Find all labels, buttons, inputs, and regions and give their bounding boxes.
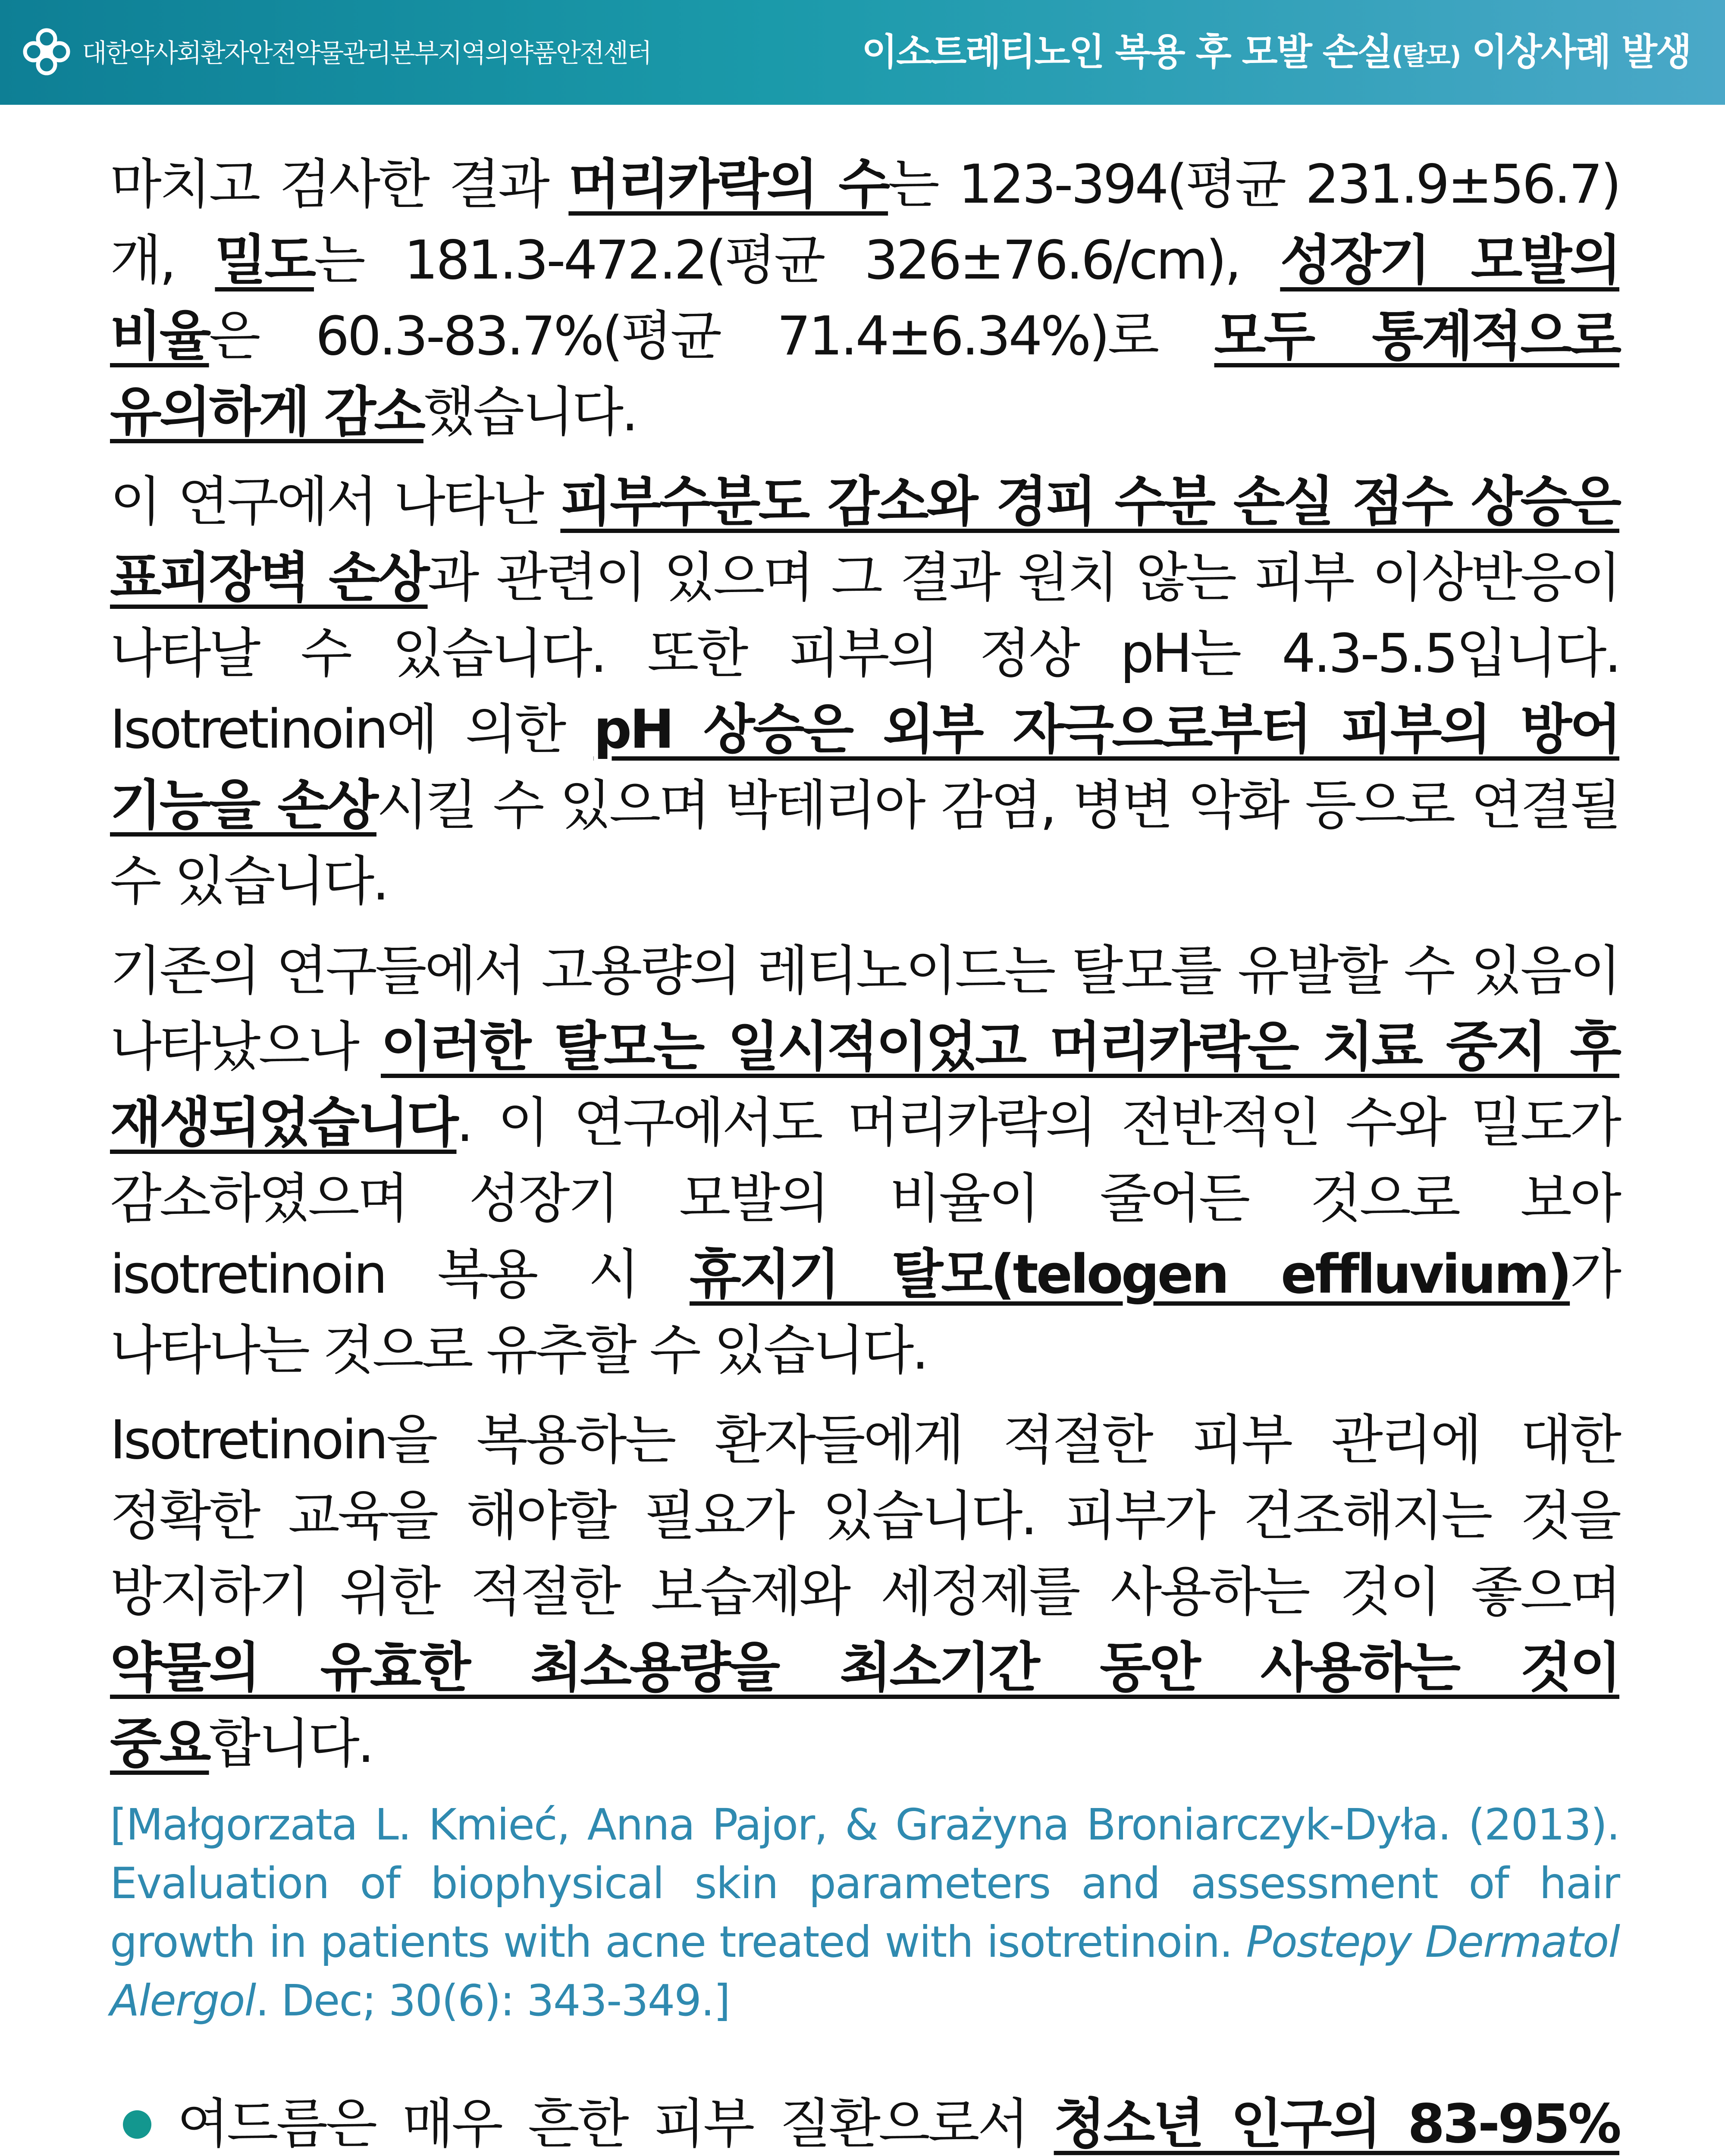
page-header [0,0,1725,105]
text: 기존의 연구들에서 고용량의 레티노이드는 탈모를 유발할 수 있음이 나타났으나 [110,940,1619,1078]
organization-name: 대한약사회환자안전약물관리본부지역의약품안전센터 [82,38,651,69]
text: 는 181.3-472.2(평균 326±76.6/cm), [314,229,1280,291]
text: 가 나타나는 것으로 유추할 수 있습니다. [110,1244,1619,1382]
text: 했습니다. [423,381,637,443]
title-main: 이소트레티노인 복용 후 모발 손실 [862,31,1392,74]
paragraph-hair-loss [110,933,1619,1388]
text: 과 관련이 있으며 그 결과 원치 않는 피부 이상반응이 나타날 수 있습니다. 또한 피부의 정상 pH는 4.3-5.5입니다. Isotretinoin에 의한 [110,547,1619,761]
title-parenthetical: (탈모) [1391,41,1460,71]
text: 여드름은 매우 흔한 피부 질환으로서 [177,2093,1054,2155]
title-end: 이상사례 발생 [1460,31,1690,74]
text: 는 123-394(평균 231.9±56.7)개, [110,154,1619,291]
teal-bullet-icon [123,2110,151,2139]
paragraph-acne-bullet [110,2086,1619,2156]
emphasis: 피부수분도 감소와 경피 수분 손실 점수 상승은 표피장벽 손상 [110,471,1619,609]
text: 합니다. [209,1713,373,1775]
text: 은 60.3-83.7%(평균 71.4±6.34%)로 [209,305,1214,367]
emphasis: 머리카락의 수 [568,154,888,216]
article-body [110,147,1619,2156]
text: 시킬 수 있으며 박테리아 감염, 병변 악화 등으로 연결될 수 있습니다. [110,774,1619,912]
citation [110,1796,1619,2030]
citation-text: [Małgorzata L. Kmieć, Anna Pajor, & Grażyna Broniarczyk-Dyła. (2013). Evaluation of biophysical skin parameters and assessment of hair growth in patients with acne treated with isotretinoin. [110,1799,1619,1967]
emphasis: 모두 통계적으로 유의하게 감소 [110,305,1619,443]
citation-journal: Postepy Dermatol Alergol [110,1917,1619,2026]
emphasis: pH 상승은 외부 자극으로부터 피부의 방어 기능을 손상 [110,699,1619,837]
emphasis: 밀도 [215,229,314,291]
emphasis: 청소년 인구의 83-95% [1054,2093,1620,2155]
text: Isotretinoin을 복용하는 환자들에게 적절한 피부 관리에 대한 정확한 교육을 해야할 필요가 있습니다. 피부가 건조해지는 것을 방지하기 위한 적절한 보습제와 세정제를 사용하는 것이 좋으며 [110,1409,1619,1623]
paragraph-results [110,147,1619,450]
pharmacy-association-logo-icon [21,26,72,78]
citation-text: . Dec; 30(6): 343-349.] [255,1975,730,2026]
text: . 이 연구에서도 머리카락의 전반적인 수와 밀도가 감소하였으며 성장기 모발의 비율이 줄어든 것으로 보아 isotretinoin 복용 시 [110,1092,1619,1306]
page-title [862,24,1690,80]
emphasis: 휴지기 탈모(telogen effluvium) [689,1244,1570,1306]
paragraph-skin-barrier [110,464,1619,919]
emphasis: 성장기 모발의 비율 [110,229,1619,367]
text: 이 연구에서 나타난 [110,471,561,533]
text: 마치고 검사한 결과 [110,154,569,216]
paragraph-skin-care [110,1402,1619,1782]
emphasis: 이러한 탈모는 일시적이었고 머리카락은 치료 중지 후 재생되었습니다 [110,1016,1619,1154]
emphasis: 약물의 유효한 최소용량을 최소기간 동안 사용하는 것이 중요 [110,1637,1619,1775]
